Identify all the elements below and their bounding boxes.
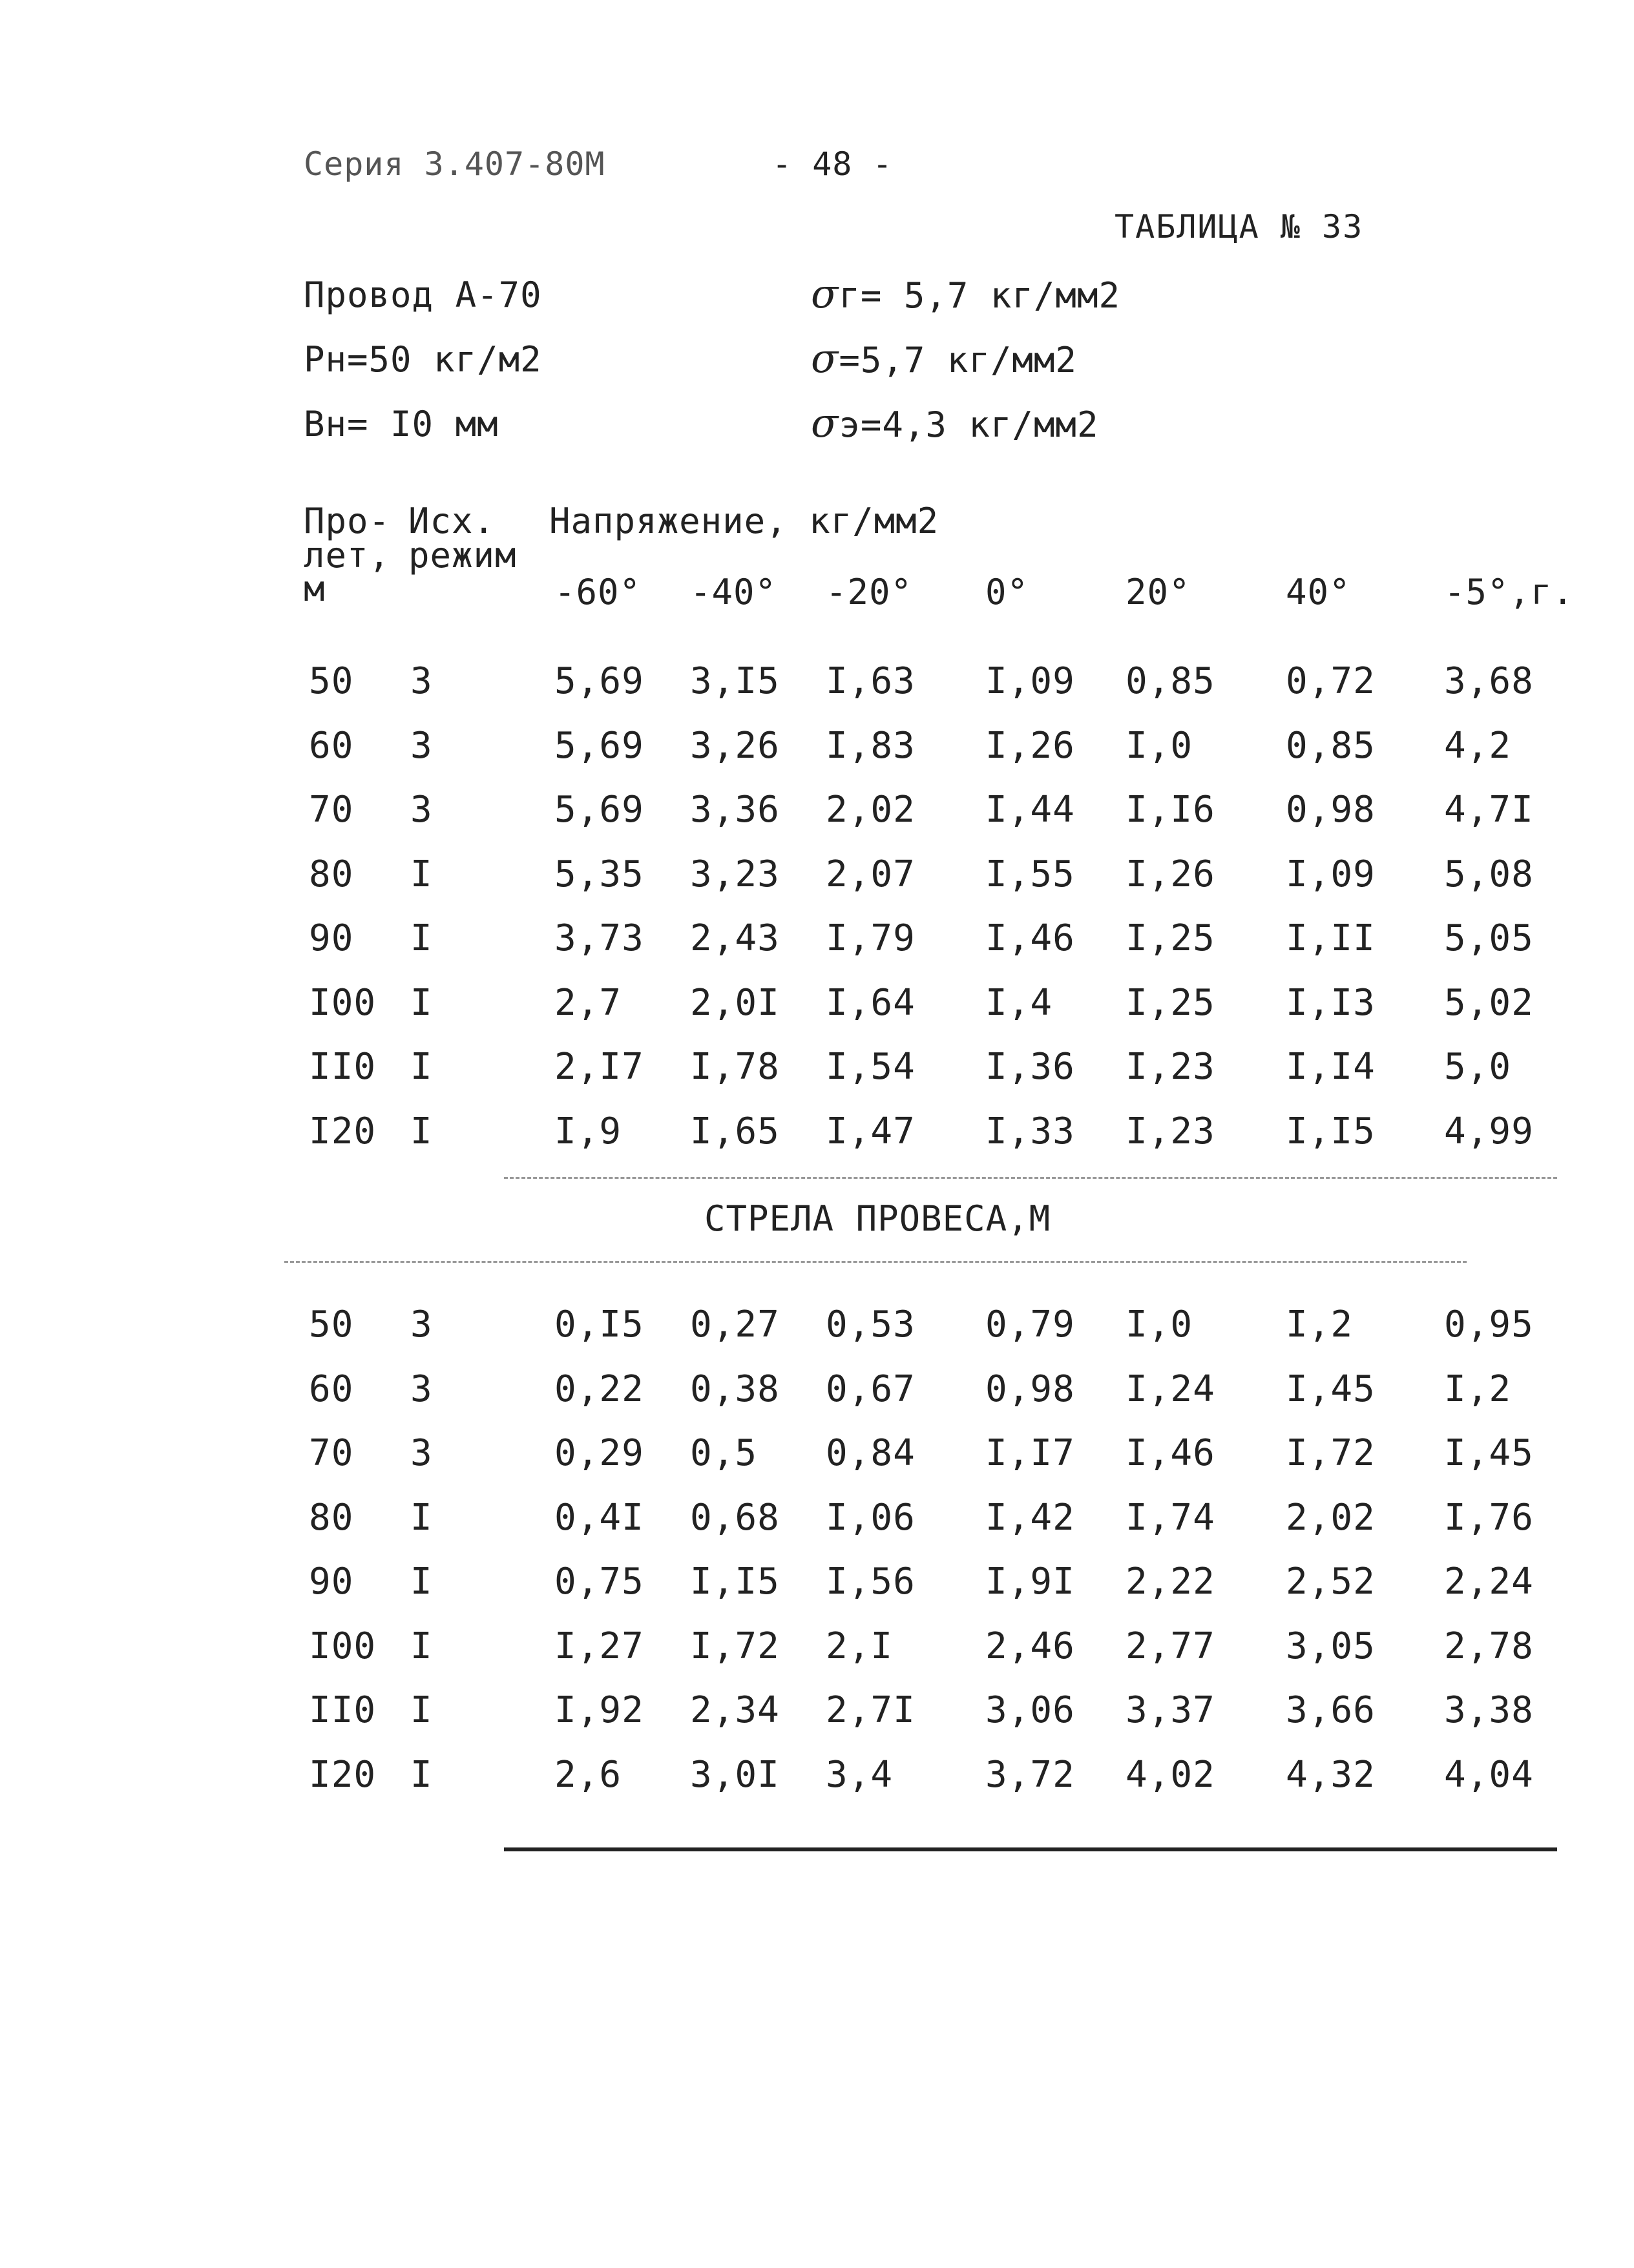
table-cell: I,76 [1444, 1496, 1534, 1539]
table-cell: I,23 [1126, 1046, 1215, 1088]
table-cell: I,II [1286, 917, 1376, 959]
table-cell: I [410, 1689, 433, 1731]
table-cell: I,2 [1286, 1304, 1354, 1346]
stress-minus-text: =5,7 кг/мм2 [839, 340, 1077, 380]
table-cell: 5,0 [1444, 1046, 1512, 1088]
sigma-symbol: σ [811, 270, 839, 317]
table-cell: 2,07 [826, 853, 916, 895]
table-cell: 3,66 [1286, 1689, 1376, 1731]
table-cell: 5,05 [1444, 917, 1534, 959]
table-cell: 0,85 [1126, 660, 1215, 702]
ice-thickness: Вн= I0 мм [304, 404, 499, 444]
table-cell: I,47 [826, 1110, 916, 1152]
table-cell: 2,02 [826, 789, 916, 831]
table-cell: 0,72 [1286, 660, 1376, 702]
table-cell: 2,77 [1126, 1625, 1215, 1667]
table-cell: 3,06 [985, 1689, 1075, 1731]
temperature-header: -40° [690, 572, 777, 612]
table-cell: I [410, 1625, 433, 1667]
sag-section-title: СТРЕЛА ПРОВЕСА,М [704, 1198, 1051, 1239]
temperature-header: 20° [1126, 572, 1191, 612]
table-cell: I,64 [826, 981, 916, 1024]
table-cell: I,24 [1126, 1368, 1215, 1410]
table-cell: I,46 [985, 917, 1075, 959]
table-cell: 0,67 [826, 1368, 916, 1410]
table-cell: 50 [309, 660, 354, 702]
table-cell: 80 [309, 853, 354, 895]
stress-e [811, 399, 1098, 446]
table-cell: 80 [309, 1496, 354, 1539]
table-cell: 3,72 [985, 1753, 1075, 1796]
table-cell: 4,99 [1444, 1110, 1534, 1152]
table-cell: I,9 [554, 1110, 622, 1152]
table-cell: 4,2 [1444, 724, 1512, 767]
table-cell: I,36 [985, 1046, 1075, 1088]
table-cell: 0,22 [554, 1368, 644, 1410]
table-cell: 0,5 [690, 1432, 758, 1474]
table-title: ТАБЛИЦА № 33 [1115, 208, 1364, 245]
table-cell: I20 [309, 1753, 377, 1796]
span-header-line-1: Про- [304, 501, 391, 541]
table-cell: 3 [410, 660, 433, 702]
table-cell: 0,68 [690, 1496, 780, 1539]
table-cell: 2,6 [554, 1753, 622, 1796]
table-cell: 3,73 [554, 917, 644, 959]
table-cell: I,45 [1444, 1432, 1534, 1474]
table-cell: 2,I [826, 1625, 894, 1667]
table-cell: 0,98 [1286, 789, 1376, 831]
table-cell: 3,05 [1286, 1625, 1376, 1667]
table-cell: I,25 [1126, 981, 1215, 1024]
table-cell: 5,08 [1444, 853, 1534, 895]
table-cell: I,09 [1286, 853, 1376, 895]
table-cell: I00 [309, 1625, 377, 1667]
table-cell: I,26 [1126, 853, 1215, 895]
table-cell: I,46 [1126, 1432, 1215, 1474]
table-bottom-rule [504, 1847, 1557, 1851]
table-cell: 0,I5 [554, 1304, 644, 1346]
table-cell: 60 [309, 724, 354, 767]
table-cell: I,I5 [1286, 1110, 1376, 1152]
table-cell: 3,0I [690, 1753, 780, 1796]
table-cell: 2,43 [690, 917, 780, 959]
table-cell: I,78 [690, 1046, 780, 1088]
page-number: - 48 - [772, 145, 893, 183]
wire-type: Провод А-70 [304, 275, 542, 315]
table-cell: 3,68 [1444, 660, 1534, 702]
table-cell: I [410, 1046, 433, 1088]
table-cell: 0,79 [985, 1304, 1075, 1346]
table-cell: 2,78 [1444, 1625, 1534, 1667]
sigma-symbol: σ [811, 335, 839, 382]
table-cell: I,2 [1444, 1368, 1512, 1410]
table-cell: I [410, 981, 433, 1024]
table-cell: I00 [309, 981, 377, 1024]
table-cell: I,63 [826, 660, 916, 702]
stress-e-text: э=4,3 кг/мм2 [839, 404, 1099, 445]
table-cell: 0,53 [826, 1304, 916, 1346]
table-cell: II0 [309, 1046, 377, 1088]
table-cell: 5,69 [554, 660, 644, 702]
table-cell: I,9I [985, 1561, 1075, 1603]
table-cell: 90 [309, 1561, 354, 1603]
table-cell: 3,26 [690, 724, 780, 767]
table-cell: 0,38 [690, 1368, 780, 1410]
table-cell: I,0 [1126, 1304, 1193, 1346]
table-cell: 0,4I [554, 1496, 644, 1539]
table-cell: 0,95 [1444, 1304, 1534, 1346]
table-cell: 2,46 [985, 1625, 1075, 1667]
section-divider-top [504, 1177, 1557, 1179]
table-cell: I,33 [985, 1110, 1075, 1152]
stress-g-text: г= 5,7 кг/мм2 [839, 275, 1120, 316]
table-cell: I,92 [554, 1689, 644, 1731]
table-cell: 4,04 [1444, 1753, 1534, 1796]
table-cell: 0,27 [690, 1304, 780, 1346]
span-header-line-3: м [304, 568, 326, 609]
table-cell: 2,34 [690, 1689, 780, 1731]
table-cell: I,45 [1286, 1368, 1376, 1410]
table-cell: 0,84 [826, 1432, 916, 1474]
table-cell: 3 [410, 724, 433, 767]
table-cell: 0,75 [554, 1561, 644, 1603]
table-cell: I,79 [826, 917, 916, 959]
table-cell: 3 [410, 1304, 433, 1346]
table-cell: 50 [309, 1304, 354, 1346]
table-cell: I [410, 1110, 433, 1152]
temperature-header: 40° [1286, 572, 1351, 612]
mode-header-line-1: Исх. [408, 501, 496, 541]
table-cell: I,72 [690, 1625, 780, 1667]
table-cell: 5,02 [1444, 981, 1534, 1024]
table-cell: 2,24 [1444, 1561, 1534, 1603]
stress-g [811, 270, 1120, 317]
table-cell: 90 [309, 917, 354, 959]
temperature-header: -20° [826, 572, 913, 612]
table-cell: I,4 [985, 981, 1053, 1024]
table-cell: 5,69 [554, 724, 644, 767]
table-cell: 4,32 [1286, 1753, 1376, 1796]
section-divider-bottom [284, 1261, 1467, 1263]
table-cell: I,I5 [690, 1561, 780, 1603]
table-cell: I,06 [826, 1496, 916, 1539]
table-cell: I,65 [690, 1110, 780, 1152]
table-cell: I,23 [1126, 1110, 1215, 1152]
table-cell: 3,23 [690, 853, 780, 895]
table-cell: 0,98 [985, 1368, 1075, 1410]
table-cell: I,I6 [1126, 789, 1215, 831]
table-cell: I,83 [826, 724, 916, 767]
table-cell: 3 [410, 789, 433, 831]
table-cell: I,74 [1126, 1496, 1215, 1539]
table-cell: 3,37 [1126, 1689, 1215, 1731]
table-cell: 2,I7 [554, 1046, 644, 1088]
table-cell: 3,38 [1444, 1689, 1534, 1731]
table-cell: I,56 [826, 1561, 916, 1603]
table-cell: I,09 [985, 660, 1075, 702]
table-cell: I,I3 [1286, 981, 1376, 1024]
table-cell: 3,I5 [690, 660, 780, 702]
sigma-symbol: σ [811, 399, 839, 446]
table-cell: 5,69 [554, 789, 644, 831]
temperature-header: -5°,г. [1444, 572, 1575, 612]
table-cell: 70 [309, 1432, 354, 1474]
table-cell: 2,22 [1126, 1561, 1215, 1603]
mode-header-line-2: режим [408, 535, 517, 576]
stress-group-header: Напряжение, кг/мм2 [549, 501, 939, 541]
table-cell: 2,0I [690, 981, 780, 1024]
table-cell: 4,02 [1126, 1753, 1215, 1796]
table-cell: 2,52 [1286, 1561, 1376, 1603]
table-cell: I [410, 853, 433, 895]
table-cell: II0 [309, 1689, 377, 1731]
table-cell: 5,35 [554, 853, 644, 895]
table-cell: I,42 [985, 1496, 1075, 1539]
temperature-header: 0° [985, 572, 1029, 612]
table-cell: 2,02 [1286, 1496, 1376, 1539]
stress-minus [811, 335, 1077, 382]
temperature-header: -60° [554, 572, 642, 612]
table-cell: I,25 [1126, 917, 1215, 959]
table-cell: I,44 [985, 789, 1075, 831]
table-cell: 3,36 [690, 789, 780, 831]
table-cell: 3 [410, 1368, 433, 1410]
span-header-line-2: лет, [304, 535, 391, 576]
table-cell: I,26 [985, 724, 1075, 767]
table-cell: I [410, 1496, 433, 1539]
table-cell: 3 [410, 1432, 433, 1474]
table-cell: I [410, 917, 433, 959]
table-cell: I,I4 [1286, 1046, 1376, 1088]
series-label: Серия 3.407-80М [304, 145, 605, 183]
table-cell: 70 [309, 789, 354, 831]
table-cell: 60 [309, 1368, 354, 1410]
table-cell: 2,7 [554, 981, 622, 1024]
table-cell: I,I7 [985, 1432, 1075, 1474]
table-cell: I,27 [554, 1625, 644, 1667]
table-cell: 0,85 [1286, 724, 1376, 767]
table-cell: I,55 [985, 853, 1075, 895]
wind-pressure: Рн=50 кг/м2 [304, 339, 542, 380]
table-cell: 2,7I [826, 1689, 916, 1731]
table-cell: I [410, 1753, 433, 1796]
table-cell: I,54 [826, 1046, 916, 1088]
table-cell: I,72 [1286, 1432, 1376, 1474]
table-cell: 0,29 [554, 1432, 644, 1474]
table-cell: I20 [309, 1110, 377, 1152]
table-cell: I,0 [1126, 724, 1193, 767]
table-cell: 4,7I [1444, 789, 1534, 831]
table-cell: I [410, 1561, 433, 1603]
table-cell: 3,4 [826, 1753, 894, 1796]
